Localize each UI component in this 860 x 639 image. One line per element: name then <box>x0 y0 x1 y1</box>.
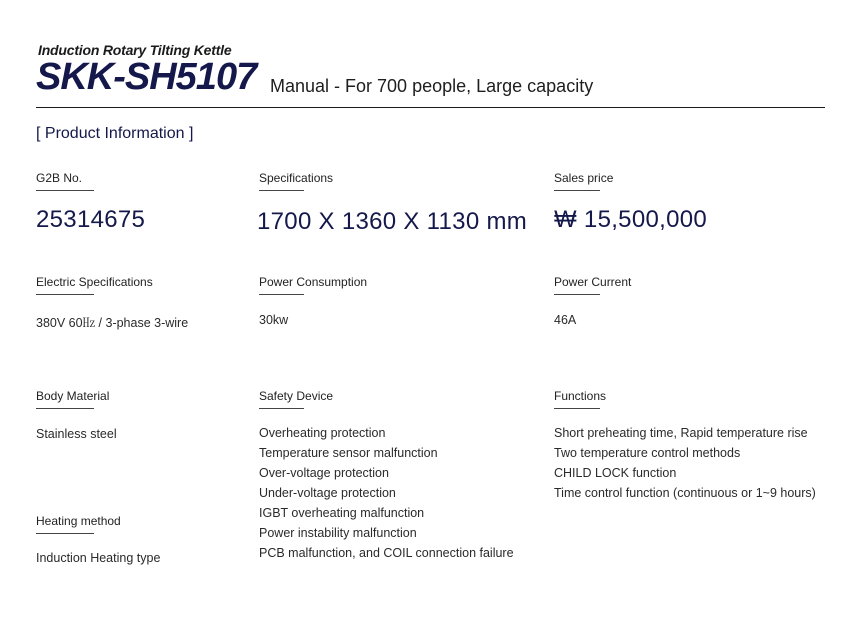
body-material-underline <box>36 408 94 409</box>
list-item: Overheating protection <box>259 426 386 440</box>
g2b-value: 25314675 <box>36 206 146 233</box>
body-material-value: Stainless steel <box>36 427 117 441</box>
heating-method-value: Induction Heating type <box>36 551 161 565</box>
model-description: Manual - For 700 people, Large capacity <box>270 76 594 96</box>
list-item: Power instability malfunction <box>259 526 417 540</box>
product-subtitle: Induction Rotary Tilting Kettle <box>38 42 232 58</box>
functions-label: Functions <box>554 389 607 403</box>
electric-spec-value: 380V 60㎐ / 3-phase 3-wire <box>36 316 189 330</box>
list-item: Time control function (continuous or 1~9 hours) <box>554 486 816 500</box>
electric-spec-underline <box>36 294 94 295</box>
power-current-underline <box>554 294 600 295</box>
safety-device-label: Safety Device <box>259 389 334 403</box>
sales-price-underline <box>554 190 600 191</box>
model-name: SKK-SH5107 <box>36 56 257 98</box>
power-consumption-value: 30kw <box>259 313 289 327</box>
list-item: Under-voltage protection <box>259 486 396 500</box>
list-item: CHILD LOCK function <box>554 466 677 480</box>
section-title: [ Product Information ] <box>36 125 194 142</box>
g2b-label: G2B No. <box>36 171 83 185</box>
header-divider <box>36 107 825 108</box>
heating-method-label: Heating method <box>36 514 121 528</box>
sales-price-value: ₩ 15,500,000 <box>554 206 708 233</box>
heating-method-underline <box>36 533 94 534</box>
list-item: IGBT overheating malfunction <box>259 506 425 520</box>
specifications-label: Specifications <box>259 171 334 185</box>
specifications-value: 1700 X 1360 X 1130 mm <box>257 208 528 235</box>
power-consumption-label: Power Consumption <box>259 275 368 289</box>
specifications-underline <box>259 190 304 191</box>
g2b-underline <box>36 190 94 191</box>
functions-list <box>554 423 816 503</box>
body-material-label: Body Material <box>36 389 110 403</box>
power-consumption-underline <box>259 294 304 295</box>
list-item: Short preheating time, Rapid temperature rise <box>554 426 808 440</box>
power-current-value: 46A <box>554 313 577 327</box>
list-item: PCB malfunction, and COIL connection failure <box>259 546 514 560</box>
list-item: Over-voltage protection <box>259 466 389 480</box>
sales-price-label: Sales price <box>554 171 614 185</box>
list-item: Two temperature control methods <box>554 446 741 460</box>
safety-device-underline <box>259 408 304 409</box>
functions-underline <box>554 408 600 409</box>
safety-device-list <box>259 423 514 563</box>
electric-spec-label: Electric Specifications <box>36 275 153 289</box>
power-current-label: Power Current <box>554 275 632 289</box>
list-item: Temperature sensor malfunction <box>259 446 438 460</box>
